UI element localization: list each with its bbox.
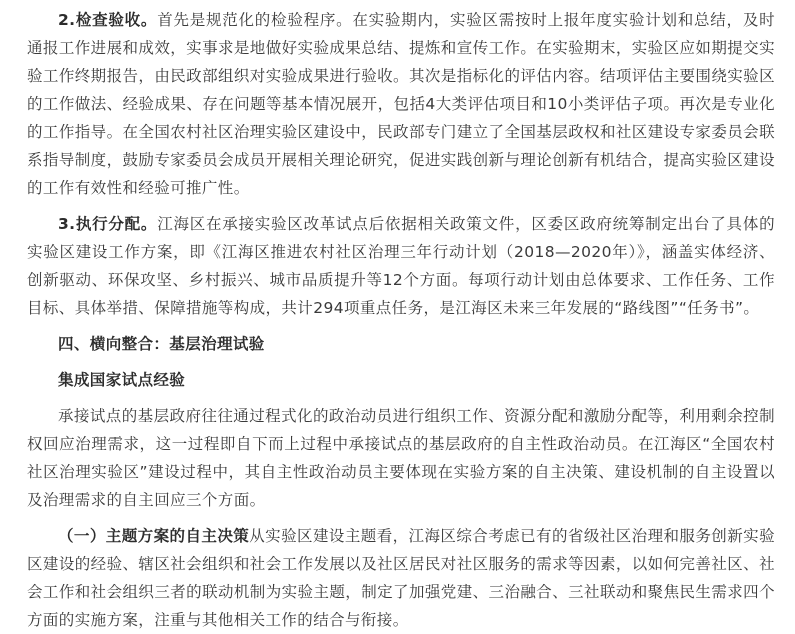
paragraph-body: 首先是规范化的检验程序。在实验期内，实验区需按时上报年度实验计划和总结，及时通报工作进展和成效，实事求是地做好实验成果总结、提炼和宣传工作。在实验期末，实验区应如期提交实验工作终期报告，由民政部组织对实验成果进行验收。其次是指标化的评估内容。结项评估主要围绕实验区的工作做法、经验成果、存在问题等基本情况展开，包括4大类评估项目和10小类评估子项。再次是专业化的工作指导。在全国农村社区治理实验区建设中，民政部专门建立了全国基层政权和社区建设专家委员会联系指导制度，鼓励专家委员会成员开展相关理论研究，促进实践创新与理论创新有机结合，提高实验区建设的工作有效性和经验可推广性。 — [27, 11, 775, 197]
paragraph-body: 从实验区建设主题看，江海区综合考虑已有的省级社区治理和服务创新实验区建设的经验、辖区社会组织和社会工作发展以及社区居民对社区服务的需求等因素，以如何完善社区、社会工作和社会组织三者的联动机制为实验主题，制定了加强党建、三治融合、三社联动和聚焦民生需求四个方面的实施方案，注重与其他相关工作的结合与衔接。 — [27, 527, 776, 629]
section-heading: 四、横向整合：基层治理试验 — [58, 335, 265, 353]
paragraph-body: 江海区在承接实验区改革试点后依据相关政策文件，区委区政府统筹制定出台了具体的实验区建设工作方案，即《江海区推进农村社区治理三年行动计划（2018—2020年）》，涵盖实体经济、创新驱动、环保攻坚、乡村振兴、城市品质提升等12个方面。每项行动计划由总体要求、工作任务、工作目标、具体举措、保障措施等构成，共计294项重点任务，是江海区未来三年发展的“路线图”“任务书”。 — [27, 215, 775, 317]
paragraph-lead: 3.执行分配。 — [58, 215, 158, 233]
paragraph-inspection-acceptance — [27, 6, 775, 202]
paragraph-theme-decision — [27, 522, 775, 634]
paragraph-lead: 2.检查验收。 — [58, 11, 158, 29]
paragraph-execution-allocation — [27, 210, 775, 322]
subsection-heading: 集成国家试点经验 — [58, 371, 186, 389]
paragraph-pilot-mobilization — [27, 402, 775, 514]
paragraph-body: 承接试点的基层政府往往通过程式化的政治动员进行组织工作、资源分配和激励分配等，利用剩余控制权回应治理需求，这一过程即自下而上过程中承接试点的基层政府的自主性政治动员。在江海区“全国农村社区治理实验区”建设过程中，其自主性政治动员主要体现在实验方案的自主决策、建设机制的自主设置以及治理需求的自主回应三个方面。 — [27, 407, 775, 509]
paragraph-lead: （一）主题方案的自主决策 — [58, 527, 250, 545]
